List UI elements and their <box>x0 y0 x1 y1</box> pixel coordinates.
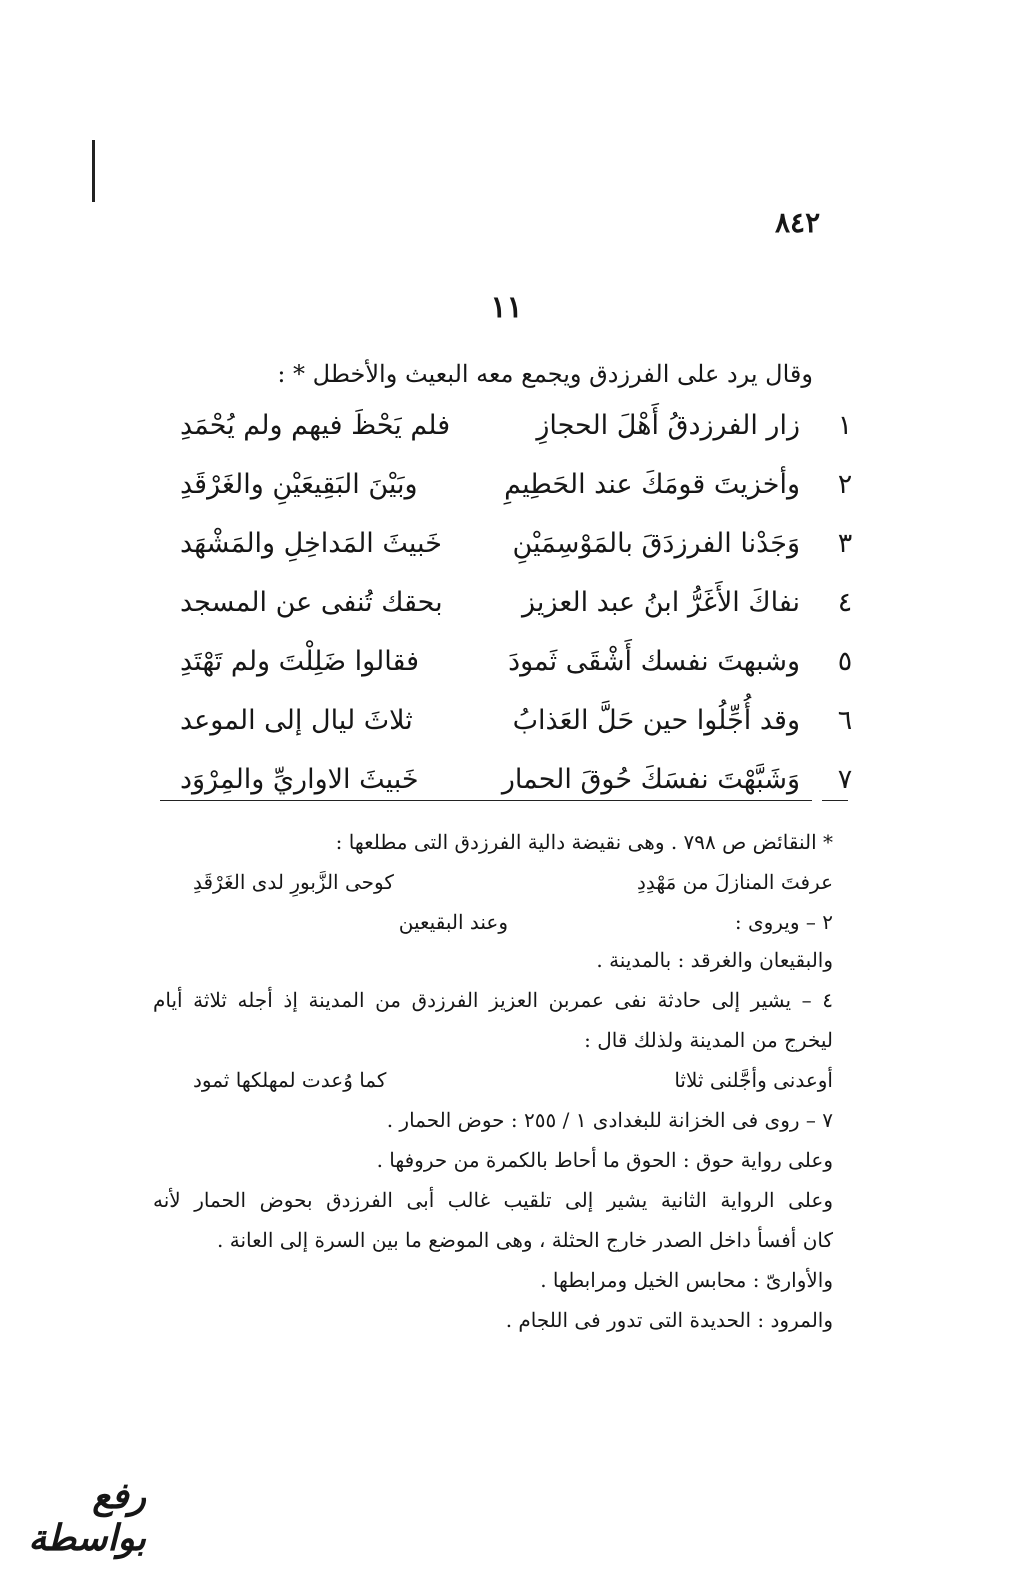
verse-second-hemistich: فقالوا ضَلِلْتَ ولم تَهْتَدِ <box>180 646 420 677</box>
seal-text: رفع بواسطة <box>28 1475 146 1559</box>
footnotes <box>153 822 833 1340</box>
footnote-separator-short <box>822 800 848 801</box>
footnote-verse <box>153 1060 833 1100</box>
footnote-line: كان أفسأ داخل الصدر خارج الحثلة ، وهى الموضع ما بين السرة إلى العانة . <box>217 1228 833 1252</box>
verse-first-hemistich: وَشَبَّهْتَ نفسَكَ حُوقَ الحمار <box>501 764 800 795</box>
variant-reading: وعند البقيعين <box>398 910 508 934</box>
footnote-verse-first: أوعدنى وأجَّلنى ثلاثا <box>674 1068 833 1092</box>
footnote-verse-first: عرفتَ المنازلَ من مَهْدِدِ <box>636 870 833 894</box>
footnote-verse-second: كما وُعدت لمهلكها ثمود <box>193 1068 387 1092</box>
footnote-line: وعلى الرواية الثانية يشير إلى تلقيب غالب أبى الفرزدق بحوض الحمار لأنه <box>153 1188 834 1212</box>
verse-number: ٥ <box>837 646 853 677</box>
verse-first-hemistich: زار الفرزدقُ أَهْلَ الحجازِ <box>536 410 800 441</box>
verse-first-hemistich: وَجَدْنا الفرزدَقَ بالمَوْسِمَيْنِ <box>512 528 800 559</box>
verse-list <box>180 410 860 823</box>
verse-row <box>180 528 860 587</box>
footnote-line: ٧ – روى فى الخزانة للبغدادى ١ / ٢٥٥ : حوض الحمار . <box>386 1108 833 1132</box>
footnote-line: وعلى رواية حوق : الحوق ما أحاط بالكمرة من حروفها . <box>376 1148 833 1172</box>
verse-second-hemistich: ثلاثَ ليال إلى الموعد <box>180 705 413 736</box>
verse-number: ١ <box>837 410 853 441</box>
verse-number: ٤ <box>837 587 853 618</box>
footnote-line: والأوارىّ : محابس الخيل ومرابطها . <box>540 1268 833 1292</box>
footnote-line: * النقائض ص ٧٩٨ . وهى نقيضة دالية الفرزدق التى مطلعها : <box>335 830 833 854</box>
verse-row <box>180 705 860 764</box>
verse-first-hemistich: نفاكَ الأَغَرُّ ابنُ عبد العزيز <box>522 587 800 618</box>
page-number: ٨٤٢ <box>775 206 821 239</box>
verse-second-hemistich: خَبيثَ المَداخِلِ والمَشْهَد <box>180 528 442 559</box>
footnote-verse <box>153 862 833 902</box>
library-seal <box>6 1475 146 1559</box>
poem-number: ١١ <box>490 290 523 325</box>
footnote-verse-second: كوحى الزَّبورِ لدى الغَرْقَدِ <box>193 870 394 894</box>
verse-first-hemistich: وقد أُجِّلُوا حين حَلَّ العَذابُ <box>512 705 800 736</box>
verse-first-hemistich: وأخزيتَ قومَكَ عند الحَطِيمِ <box>504 469 800 500</box>
footnote-line: ٤ – يشير إلى حادثة نفى عمربن العزيز الفرزدق من المدينة إذ أجله ثلاثة أيام <box>153 988 833 1012</box>
verse-second-hemistich: بحقك تُنفى عن المسجد <box>180 587 443 618</box>
verse-second-hemistich: خَبيثَ الاواريِّ والمِرْوَد <box>180 764 419 795</box>
footnote-line: ليخرج من المدينة ولذلك قال : <box>584 1028 833 1052</box>
verse-first-hemistich: وشبهتَ نفسك أَشْقَى ثَمودَ <box>508 646 800 677</box>
footnote-separator <box>160 800 812 801</box>
verse-row <box>180 587 860 646</box>
verse-row <box>180 410 860 469</box>
verse-row <box>180 764 860 823</box>
verse-number: ٦ <box>837 705 853 736</box>
footnote-variant <box>153 902 833 940</box>
margin-rule <box>92 140 95 202</box>
footnote-line: والمرود : الحديدة التى تدور فى اللجام . <box>505 1308 833 1332</box>
variant-label: ٢ – ويروى : <box>734 910 833 934</box>
verse-second-hemistich: وبَيْنَ البَقِيعَيْنِ والغَرْقَدِ <box>180 469 418 500</box>
poem-intro: وقال يرد على الفرزدق ويجمع معه البعيث والأخطل * : <box>277 360 813 388</box>
verse-number: ٣ <box>837 528 853 559</box>
verse-second-hemistich: فلم يَحْظَ فيهم ولم يُحْمَدِ <box>180 410 451 441</box>
verse-row <box>180 646 860 705</box>
verse-row <box>180 469 860 528</box>
verse-number: ٢ <box>837 469 853 500</box>
verse-number: ٧ <box>837 764 853 795</box>
footnote-line: والبقيعان والغرقد : بالمدينة . <box>596 948 833 972</box>
